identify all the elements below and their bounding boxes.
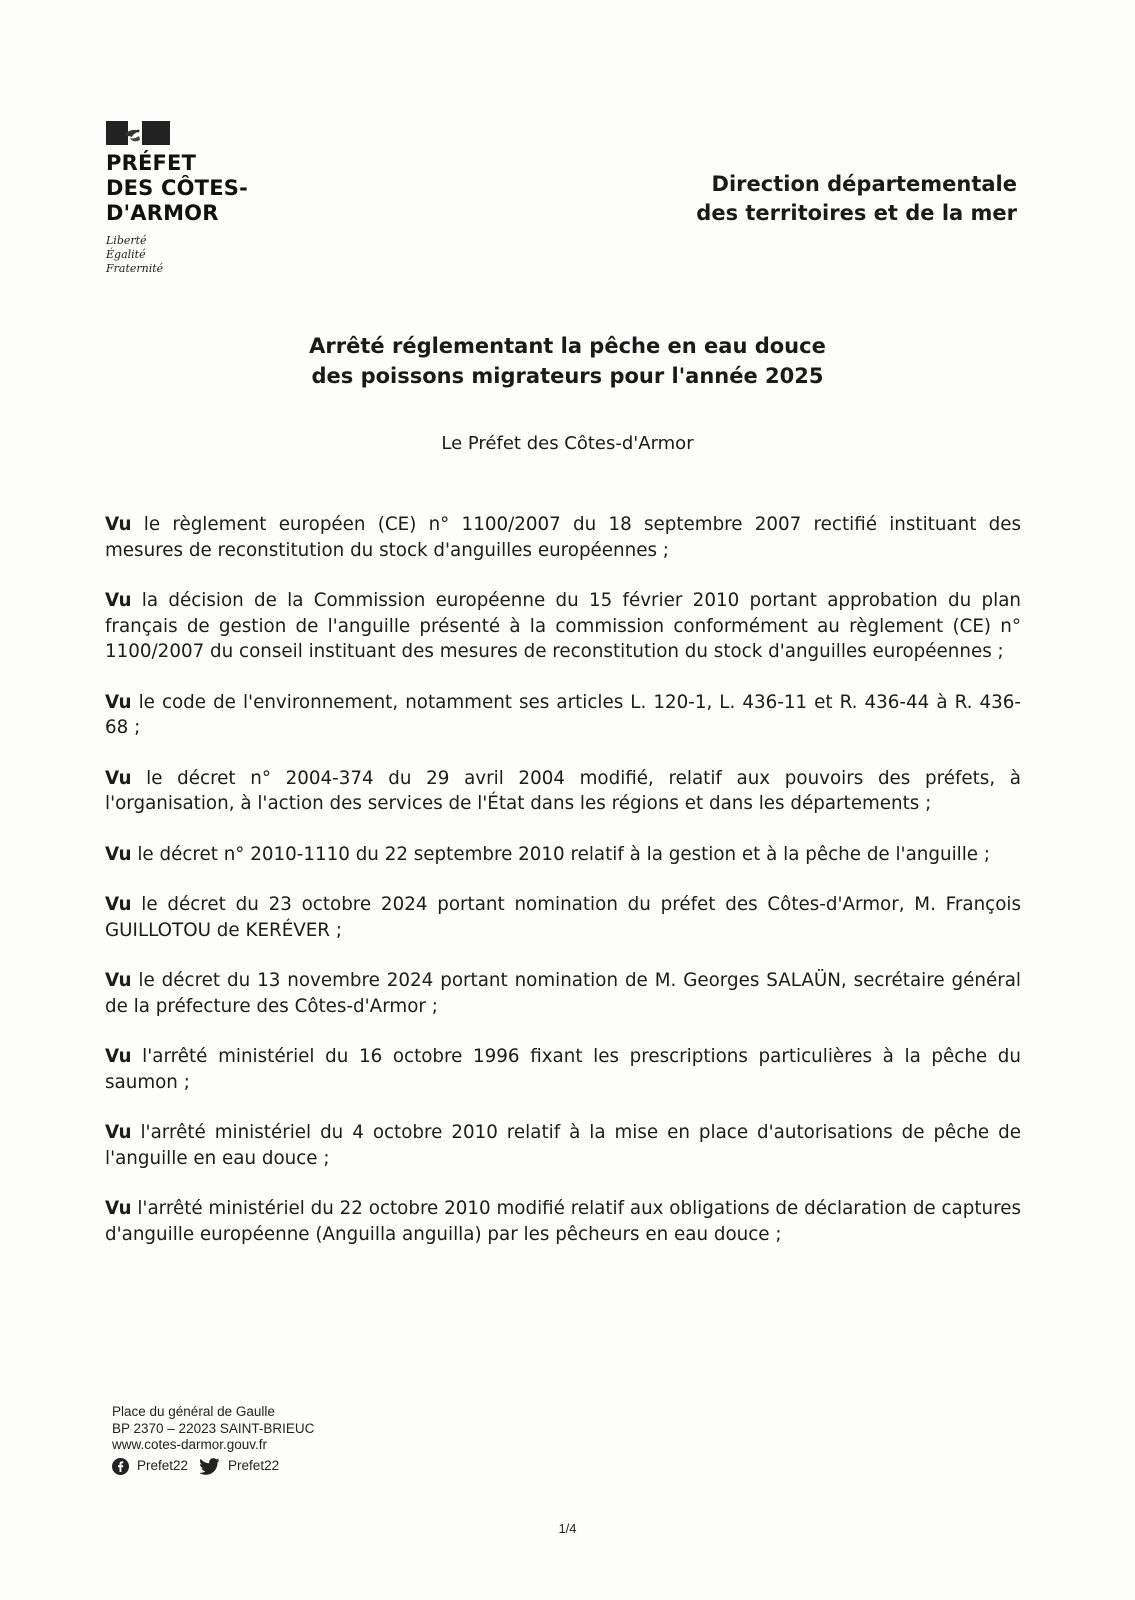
arrete-title-line-2: des poissons migrateurs pour l'année 2025 [311, 364, 824, 388]
considerant-5 [105, 842, 1021, 868]
republic-motto [106, 234, 306, 276]
considerant-7 [105, 968, 1021, 1019]
considerant-keyword: Vu [105, 1198, 132, 1219]
considerant-text: le décret n° 2010-1110 du 22 septembre 2010 relatif à la gestion et à la pêche de l'anguille ; [131, 843, 991, 865]
twitter-handle[interactable]: Prefet22 [228, 1457, 280, 1473]
direction-line-1: Direction départementale [711, 172, 1017, 196]
considerant-text: le code de l'environnement, notamment ses articles L. 120-1, L. 436-11 et R. 436-44 à R. 436-68 ; [105, 691, 1021, 738]
footer-social [112, 1458, 314, 1475]
facebook-icon[interactable] [112, 1458, 129, 1475]
considerant-keyword: Vu [105, 767, 132, 789]
considerant-text: l'arrêté ministériel du 22 octobre 2010 modifié relatif aux obligations de déclaration de captures d'anguille européenne (Anguilla anguilla) par les pêcheurs en eau douce ; [105, 1198, 1021, 1245]
considerants-list [105, 512, 1021, 1272]
direction-line-2: des territoires et de la mer [696, 201, 1017, 225]
considerant-9 [105, 1120, 1021, 1171]
arrete-title [0, 331, 1135, 391]
considerant-text: le décret n° 2004-374 du 29 avril 2004 modifié, relatif aux pouvoirs des préfets, à l'organisation, à l'action des services de l'État dans les régions et dans les départements ; [105, 767, 1021, 814]
prefecture-name-line-2: DES CÔTES- [106, 176, 248, 200]
motto-egalite: Égalité [106, 248, 146, 261]
considerant-keyword: Vu [105, 843, 132, 865]
considerant-text: l'arrêté ministériel du 16 octobre 1996 fixant les prescriptions particulières à la pêche du saumon ; [105, 1046, 1021, 1093]
considerant-keyword: Vu [105, 1046, 132, 1067]
issuer-line: Le Préfet des Côtes-d'Armor [441, 433, 694, 454]
considerant-keyword: Vu [105, 970, 132, 991]
arrete-title-line-1: Arrêté réglementant la pêche en eau douce [309, 334, 826, 358]
considerant-text: le décret du 23 octobre 2024 portant nomination du préfet des Côtes-d'Armor, M. François GUILLOTOU de KERÉVER ; [105, 894, 1021, 941]
motto-fraternite: Fraternité [106, 262, 164, 275]
considerant-3 [105, 690, 1021, 741]
considerant-keyword: Vu [105, 590, 132, 611]
considerant-4 [105, 766, 1021, 817]
twitter-icon[interactable] [200, 1458, 220, 1475]
footer-website[interactable]: www.cotes-darmor.gouv.fr [112, 1437, 268, 1452]
considerant-keyword: Vu [105, 514, 132, 535]
considerant-text: la décision de la Commission européenne du 15 février 2010 portant approbation du plan français de gestion de l'anguille présenté à la commission conformément au règlement (CE) n° 1100/2007 du conseil instituant des mesures de reconstitution du stock d'anguilles européennes ; [105, 590, 1021, 662]
prefecture-name-line-3: D'ARMOR [106, 201, 219, 225]
page-number: 1/4 [558, 1521, 577, 1536]
considerant-10 [105, 1196, 1021, 1247]
considerant-keyword: Vu [105, 691, 132, 713]
considerant-6 [105, 892, 1021, 943]
considerant-text: le règlement européen (CE) n° 1100/2007 du 18 septembre 2007 rectifié instituant des mesures de reconstitution du stock d'anguilles européennes ; [105, 514, 1021, 561]
considerant-8 [105, 1044, 1021, 1095]
prefecture-name-line-1: PRÉFET [106, 151, 197, 175]
facebook-handle[interactable]: Prefet22 [137, 1457, 189, 1473]
considerant-2 [105, 588, 1021, 665]
issuing-direction [696, 170, 1017, 228]
footer-address [112, 1404, 314, 1475]
considerant-keyword: Vu [105, 1122, 132, 1143]
considerant-keyword: Vu [105, 894, 132, 915]
footer-street: Place du général de Gaulle [112, 1404, 275, 1419]
marianne-logo-icon [106, 121, 170, 145]
considerant-1 [105, 512, 1021, 563]
prefecture-name [106, 151, 306, 226]
footer-postal: BP 2370 – 22023 SAINT-BRIEUC [112, 1420, 315, 1436]
considerant-text: le décret du 13 novembre 2024 portant nomination de M. Georges SALAÜN, secrétaire général de la préfecture des Côtes-d'Armor ; [105, 970, 1021, 1017]
considerant-text: l'arrêté ministériel du 4 octobre 2010 relatif à la mise en place d'autorisations de pêche de l'anguille en eau douce ; [105, 1122, 1021, 1169]
motto-liberte: Liberté [106, 234, 147, 247]
prefecture-logo-block [106, 121, 306, 276]
